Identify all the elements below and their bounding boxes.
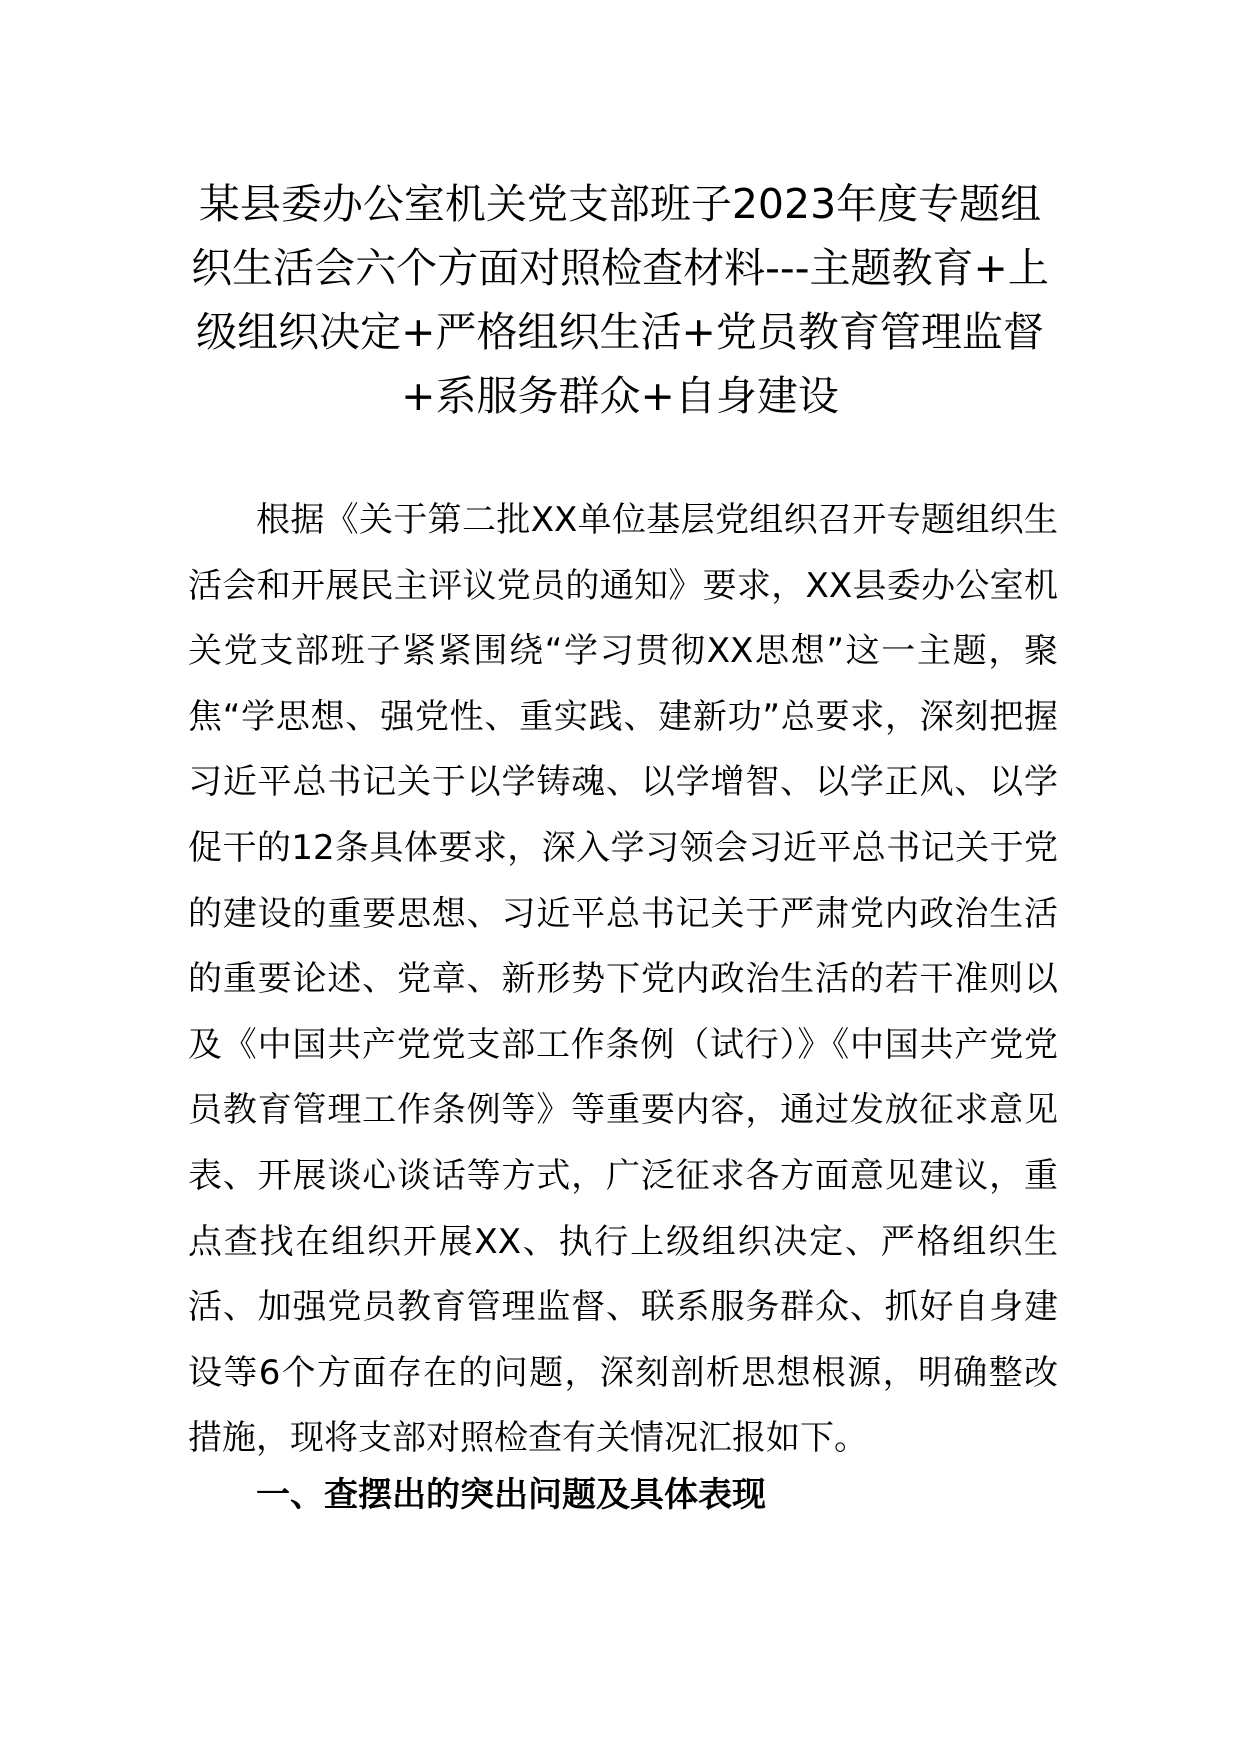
body-paragraph: 根据《关于第二批XX单位基层党组织召开专题组织生活会和开展民主评议党员的通知》要求，XX县委办公室机关党支部班子紧紧围绕“学习贯彻XX思想”这一主题，聚焦“学思想、强党性、重实践、建新功”总要求，深刻把握习近平总书记关于以学铸魂、以学增智、以学正风、以学促干的12条具体要求，深入学习领会习近平总书记关于党的建设的重要思想、习近平总书记关于严肃党内政治生活的重要论述、党章、新形势下党内政治生活的若干准则以及《中国共产党党支部工作条例（试行）》《中国共产党党员教育管理工作条例等》等重要内容，通过发放征求意见表、开展谈心谈话等方式，广泛征求各方面意见建议，重点查找在组织开展XX、执行上级组织决定、严格组织生活、加强党员教育管理监督、联系服务群众、抓好自身建设等6个方面存在的问题，深刻剖析思想根源，明确整改措施，现将支部对照检查有关情况汇报如下。 bbox=[188, 500, 1058, 1459]
section-heading: 一、查摆出的突出问题及具体表现 bbox=[256, 1475, 766, 1515]
document-title: 某县委办公室机关党支部班子2023年度专题组织生活会六个方面对照检查材料---主题教育+上级组织决定+严格组织生活+党员教育管理监督+系服务群众+自身建设 bbox=[191, 180, 1049, 420]
